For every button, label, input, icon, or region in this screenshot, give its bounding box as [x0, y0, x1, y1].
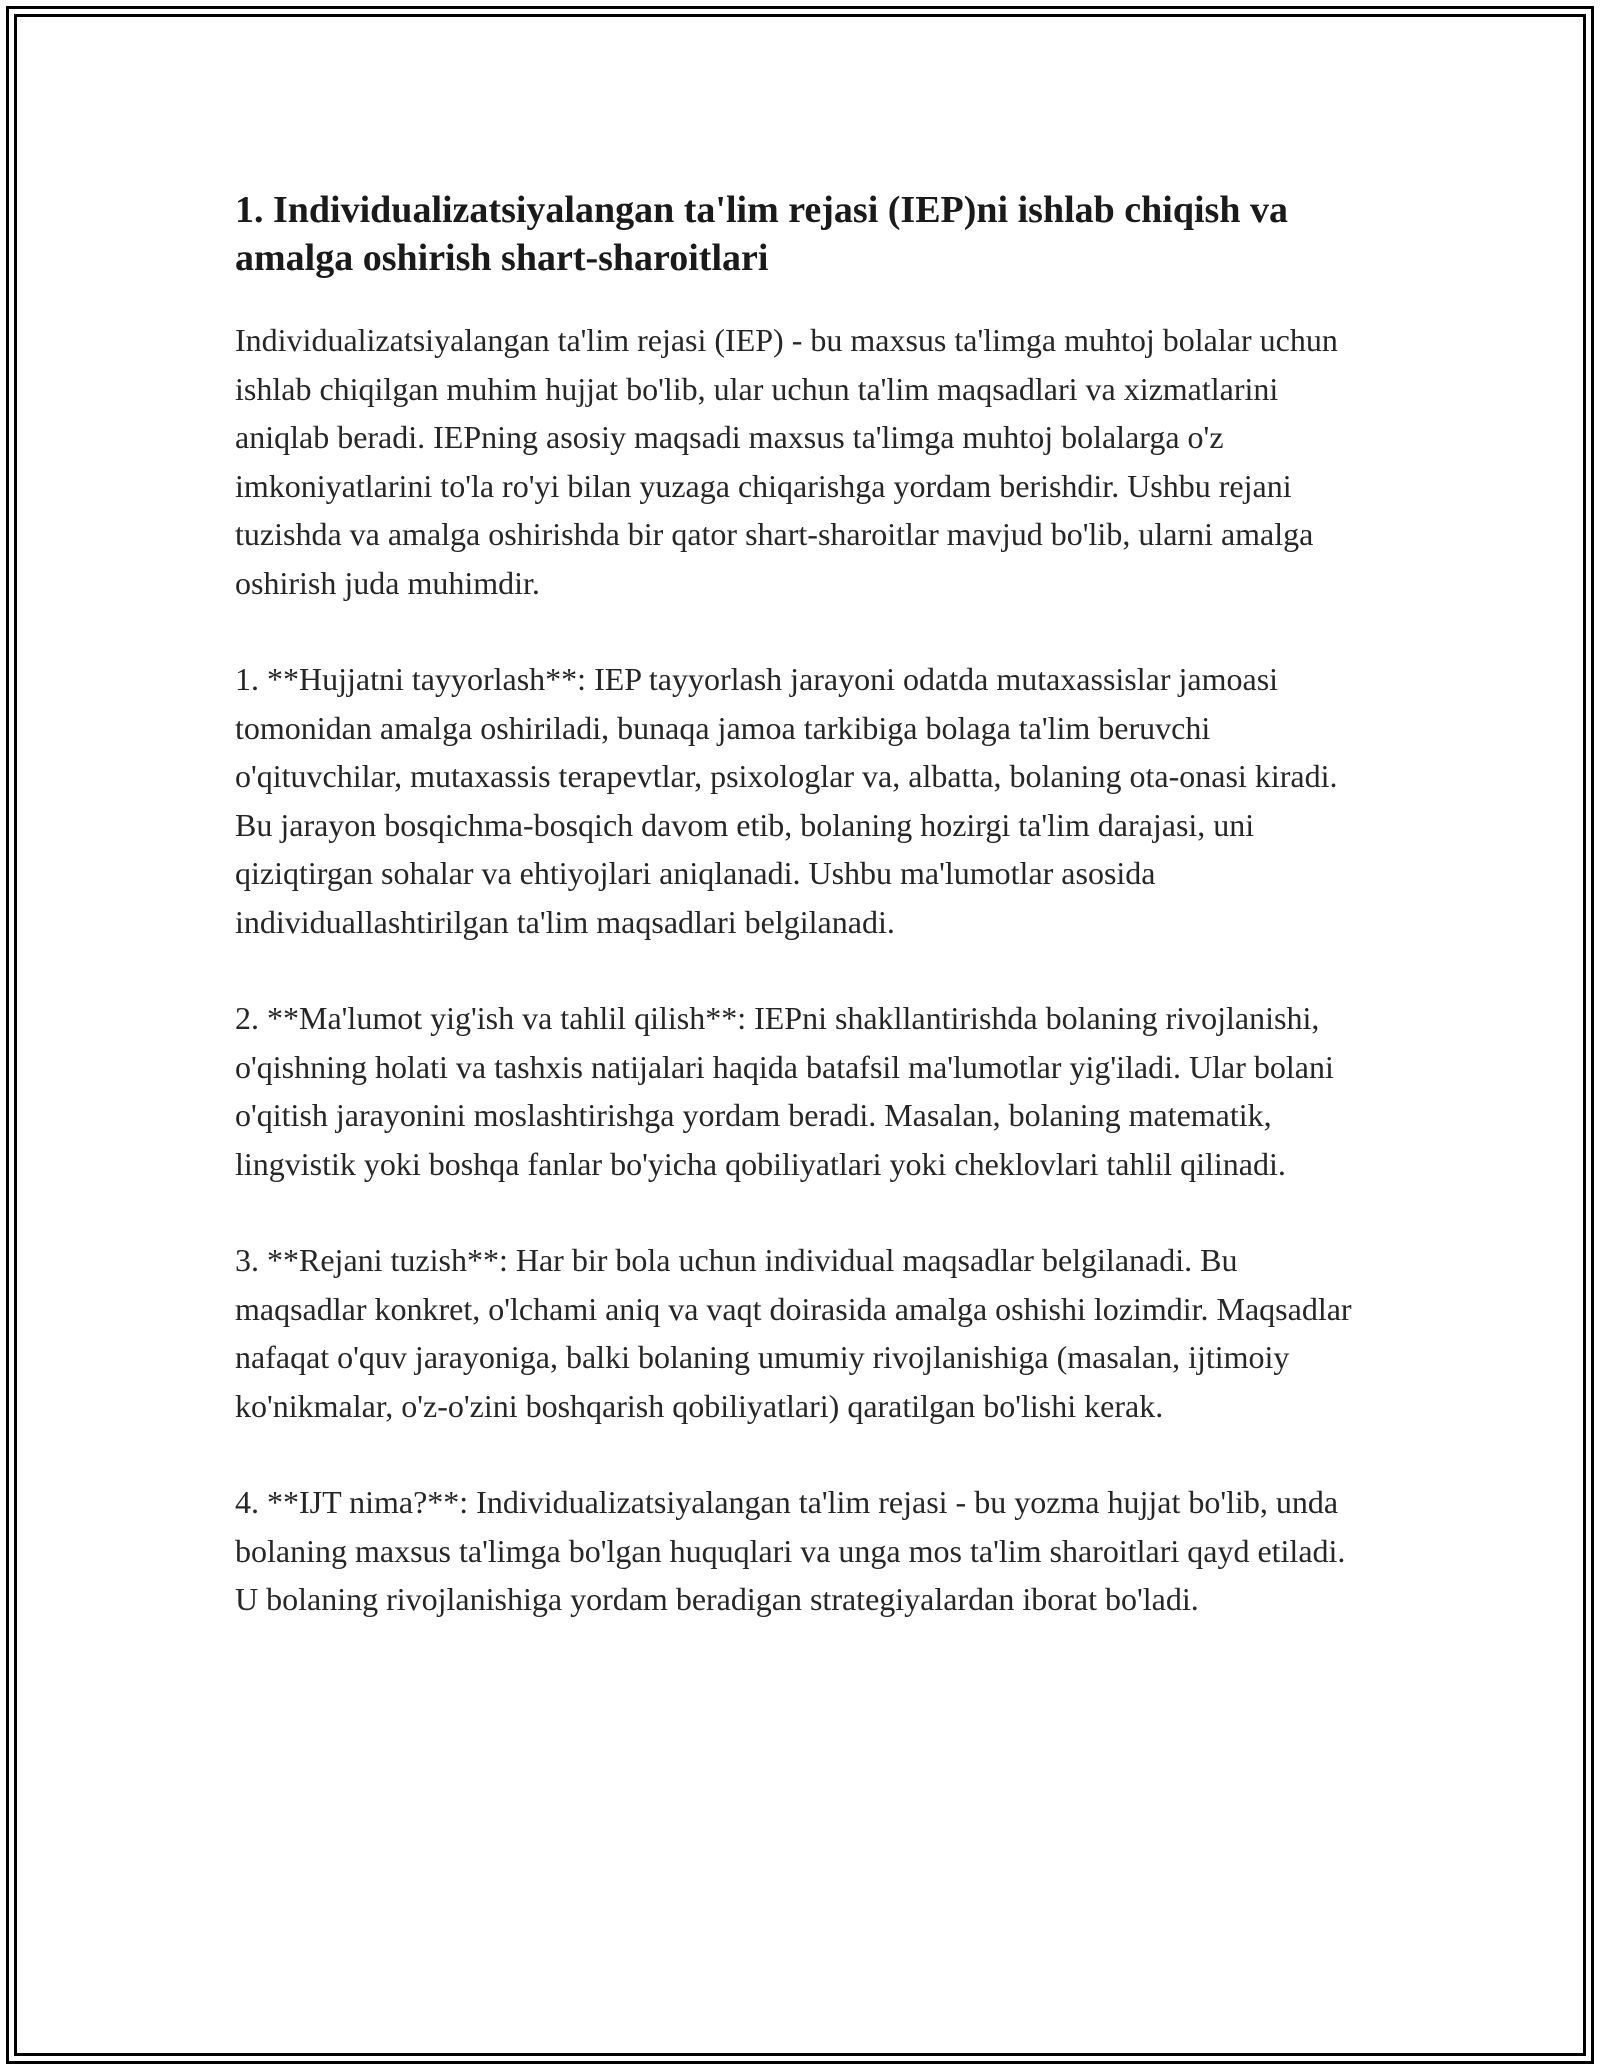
paragraph-plan-drafting: 3. **Rejani tuzish**: Har bir bola uchun individual maqsadlar belgilanadi. Bu maqsadlar konkret, o'lchami aniq va vaqt doirasida amalga oshishi lozimdir. Maqsadlar nafaqat o'quv jarayoniga, balki bolaning umumiy rivojlanishiga (masalan, ijtimoiy ko'nikmalar, o'z-o'zini boshqarish qobiliyatlari) qaratilgan bo'lishi kerak. — [235, 1242, 1352, 1424]
paragraph-ijt-definition: 4. **IJT nima?**: Individualizatsiyalangan ta'lim rejasi - bu yozma hujjat bo'lib, unda bolaning maxsus ta'limga bo'lgan huquqlari va unga mos ta'lim sharoitlari qayd etiladi. U bolaning rivojlanishiga yordam beradigan strategiyalardan iborat bo'ladi. — [235, 1484, 1346, 1617]
paragraph-document-preparation: 1. **Hujjatni tayyorlash**: IEP tayyorlash jarayoni odatda mutaxassislar jamoasi tomonidan amalga oshiriladi, bunaqa jamoa tarkibiga bolaga ta'lim beruvchi o'qituvchilar, mutaxassis terapevtlar, psixologlar va, albatta, bolaning ota-onasi kiradi. Bu jarayon bosqichma-bosqich davom etib, bolaning hozirgi ta'lim darajasi, uni qiziqtirgan sohalar va ehtiyojlari aniqlanadi. Ushbu ma'lumotlar asosida individuallashtirilgan ta'lim maqsadlari belgilanadi. — [235, 661, 1338, 940]
paragraph-data-collection: 2. **Ma'lumot yig'ish va tahlil qilish**: IEPni shakllantirishda bolaning rivojlanishi, o'qishning holati va tashxis natijalari haqida batafsil ma'lumotlar yig'iladi. Ular bolani o'qitish jarayonini moslashtirishga yordam beradi. Masalan, bolaning matematik, lingvistik yoki boshqa fanlar bo'yicha qobiliyatlari yoki cheklovlari tahlil qilinadi. — [235, 1000, 1334, 1182]
intro-paragraph: Individualizatsiyalangan ta'lim rejasi (IEP) - bu maxsus ta'limga muhtoj bolalar uchun ishlab chiqilgan muhim hujjat bo'lib, ular uchun ta'lim maqsadlari va xizmatlarini aniqlab beradi. IEPning asosiy maqsadi maxsus ta'limga muhtoj bolalarga o'z imkoniyatlarini to'la ro'yi bilan yuzaga chiqarishga yordam berishdir. Ushbu rejani tuzishda va amalga oshirishda bir qator shart-sharoitlar mavjud bo'lib, ularni amalga oshirish juda muhimdir. — [235, 322, 1338, 601]
document-heading: 1. Individualizatsiyalangan ta'lim rejasi (IEP)ni ishlab chiqish va amalga oshirish shart-sharoitlari — [235, 189, 1288, 279]
document-body — [235, 186, 1365, 1672]
